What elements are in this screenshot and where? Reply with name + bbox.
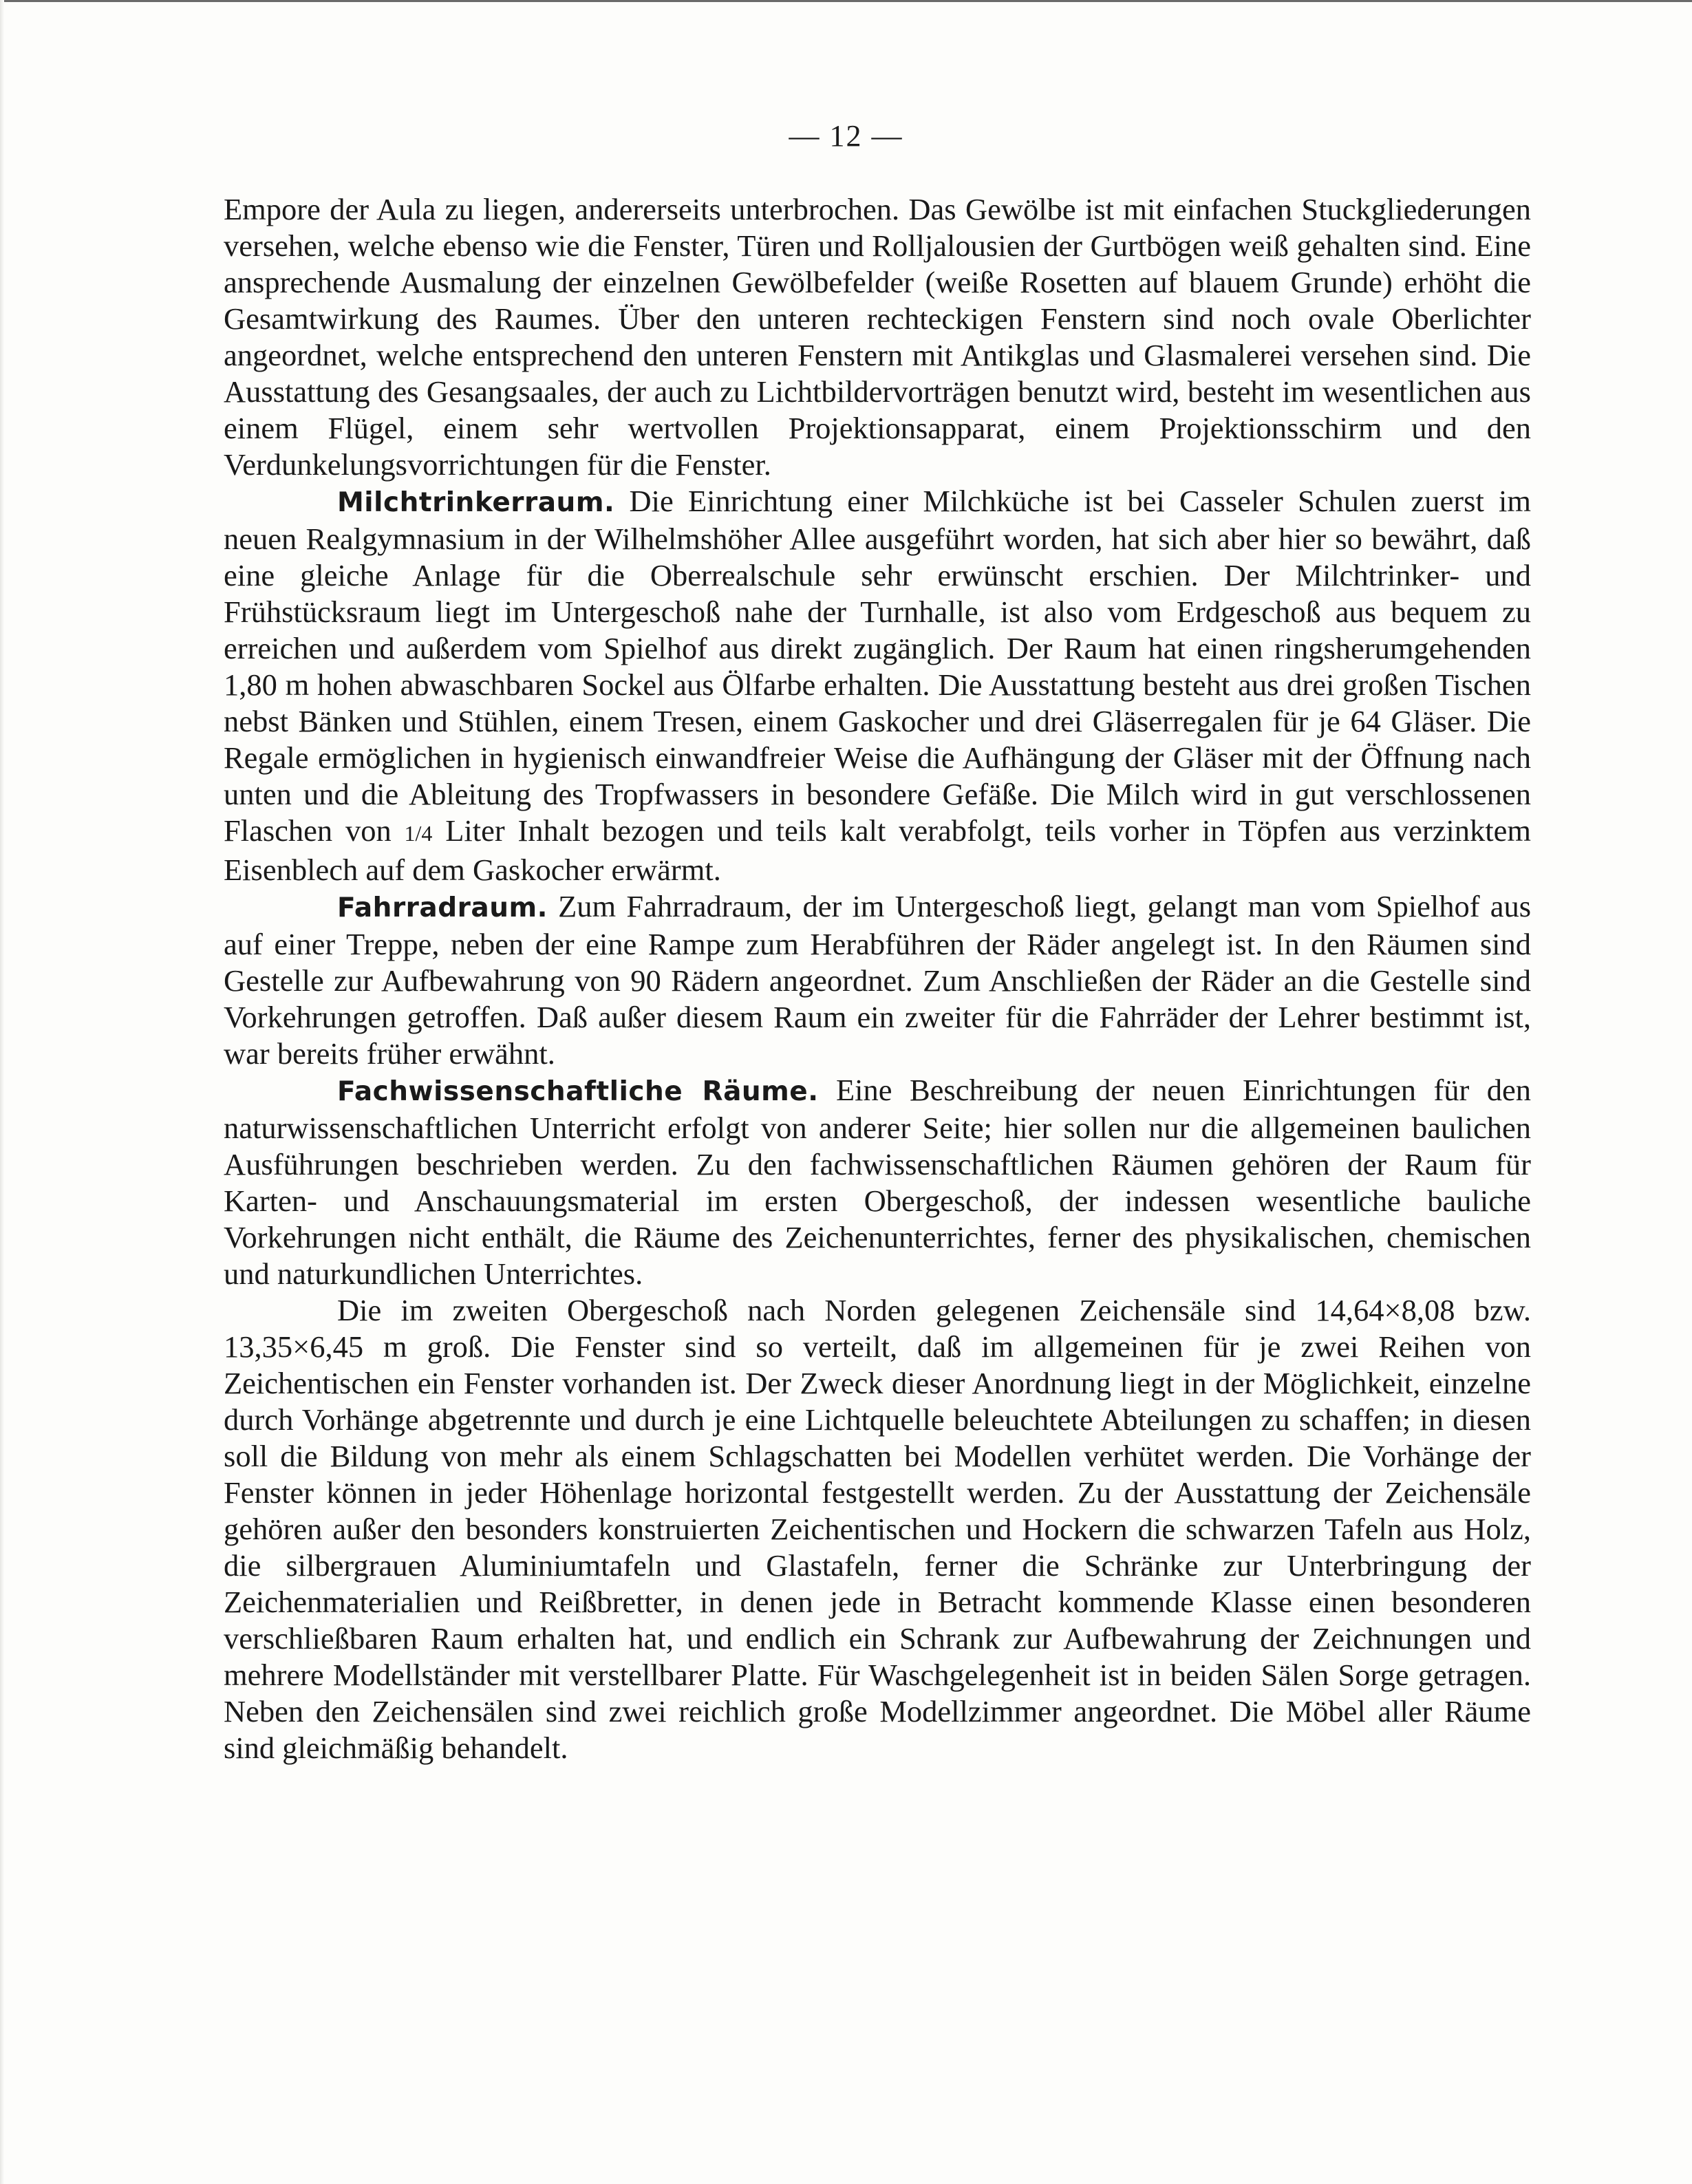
paragraph-text: Zum Fahrradraum, der im Untergeschoß liegt, gelangt man vom Spielhof aus auf einer Treppe, neben der eine Rampe zum Herabführen der Räder angelegt ist. In den Räumen sind Gestelle zur Aufbewahrung von 90 Rädern angeordnet. Zum Anschließen der Räder an die Gestelle sind Vorkehrungen getroffen. Daß außer diesem Raum ein zweiter für die Fahrräder der Lehrer bestimmt ist, war bereits früher erwähnt. [224, 889, 1532, 1071]
paragraph-zeichensaele [224, 1292, 1531, 1766]
fraction-quarter: 1/4 [404, 821, 433, 846]
paragraph-aula-continuation [224, 191, 1531, 483]
paragraph-text-continued: Liter Inhalt bezogen und teils kalt verabfolgt, teils vorher in Töpfen aus verzinktem Eisenblech auf dem Gaskocher erwärmt. [224, 813, 1531, 887]
paragraph-text: Die Einrichtung einer Milchküche ist bei Casseler Schulen zuerst im neuen Realgymnasium in der Wilhelmshöher Allee ausgeführt worden, hat sich aber hier so bewährt, daß eine gleiche Anlage für die Oberrealschule sehr erwünscht erschien. Der Milchtrinker- und Frühstücksraum liegt im Untergeschoß nahe der Turnhalle, ist also vom Erdgeschoß aus bequem zu erreichen und außerdem vom Spielhof aus direkt zugänglich. Der Raum hat einen ringsherumgehenden 1,80 m hohen abwaschbaren Sockel aus Ölfarbe erhalten. Die Ausstattung besteht aus drei großen Tischen nebst Bänken und Stühlen, einem Tresen, einem Gaskocher und drei Gläserregalen für je 64 Gläser. Die Regale ermöglichen in hygienisch einwandfreier Weise die Aufhängung der Gläser mit der Öffnung nach unten und die Ableitung des Tropfwassers in besondere Gefäße. Die Milch wird in gut verschlossenen Flaschen von [224, 484, 1531, 848]
paragraph-fachwissenschaftliche-raeume [224, 1072, 1531, 1292]
page-number: — 12 — [789, 119, 903, 153]
scan-left-edge [0, 0, 4, 2184]
paragraph-text: Die im zweiten Obergeschoß nach Norden gelegenen Zeichensäle sind 14,64×8,08 bzw. 13,35×6,45 m groß. Die Fenster sind so verteilt, daß im allgemeinen für je zwei Reihen von Zeichentischen ein Fenster vorhanden ist. Der Zweck dieser Anordnung liegt in der Möglichkeit, einzelne durch Vorhänge abgetrennte und durch je eine Lichtquelle beleuchtete Abteilungen zu schaffen; in diesen soll die Bildung von mehr als einem Schlagschatten bei Modellen verhütet werden. Die Vorhänge der Fenster können in jeder Höhenlage horizontal festgestellt werden. Zu der Ausstattung der Zeichensäle gehören außer den besonders konstruierten Zeichentischen und Hockern die schwarzen Tafeln aus Holz, die silbergrauen Aluminiumtafeln und Glastafeln, ferner die Schränke zur Unterbringung der Zeichenmaterialien und Reißbretter, in denen jede in Betracht kommende Klasse einen besonderen verschließbaren Raum erhalten hat, und endlich ein Schrank zur Aufbewahrung der Zeichnungen und mehrere Modellständer mit verstellbarer Platte. Für Waschgelegenheit ist in beiden Sälen Sorge getragen. Neben den Zeichensälen sind zwei reichlich große Modellzimmer angeordnet. Die Möbel aller Räume sind gleichmäßig behandelt. [224, 1293, 1531, 1765]
section-heading-fachwissenschaftliche-raeume: Fachwissenschaftliche Räume. [337, 1076, 819, 1107]
paragraph-text: Empore der Aula zu liegen, andererseits unterbrochen. Das Gewölbe ist mit einfachen Stuckgliederungen versehen, welche ebenso wie die Fenster, Türen und Rolljalousien der Gurtbögen weiß gehalten sind. Eine ansprechende Ausmalung der einzelnen Gewölbefelder (weiße Rosetten auf blauem Grunde) erhöht die Gesamtwirkung des Raumes. Über den unteren rechteckigen Fenstern sind noch ovale Oberlichter angeordnet, welche entsprechend den unteren Fenstern mit Antikglas und Glasmalerei versehen sind. Die Ausstattung des Gesangsaales, der auch zu Lichtbildervorträgen benutzt wird, besteht im wesentlichen aus einem Flügel, einem sehr wertvollen Projektionsapparat, einem Projektionsschirm und den Verdunkelungsvorrichtungen für die Fenster. [224, 192, 1531, 482]
scan-top-rule [0, 0, 1692, 2]
section-heading-fahrradraum: Fahrradraum. [337, 892, 548, 923]
section-heading-milchtrinkerraum: Milchtrinkerraum. [337, 487, 615, 518]
paragraph-text: Eine Beschreibung der neuen Einrichtungen für den naturwissenschaftlichen Unterricht erfolgt von anderer Seite; hier sollen nur die allgemeinen baulichen Ausführungen beschrieben werden. Zu den fachwissenschaftlichen Räumen gehören der Raum für Karten- und Anschauungsmaterial im ersten Obergeschoß, der indessen wesentliche bauliche Vorkehrungen nicht enthält, die Räume des Zeichenunterrichtes, ferner des physikalischen, chemischen und naturkundlichen Unterrichtes. [224, 1073, 1531, 1291]
body-text [224, 191, 1531, 1766]
paragraph-fahrradraum [224, 888, 1531, 1072]
paragraph-milchtrinkerraum [224, 483, 1531, 888]
